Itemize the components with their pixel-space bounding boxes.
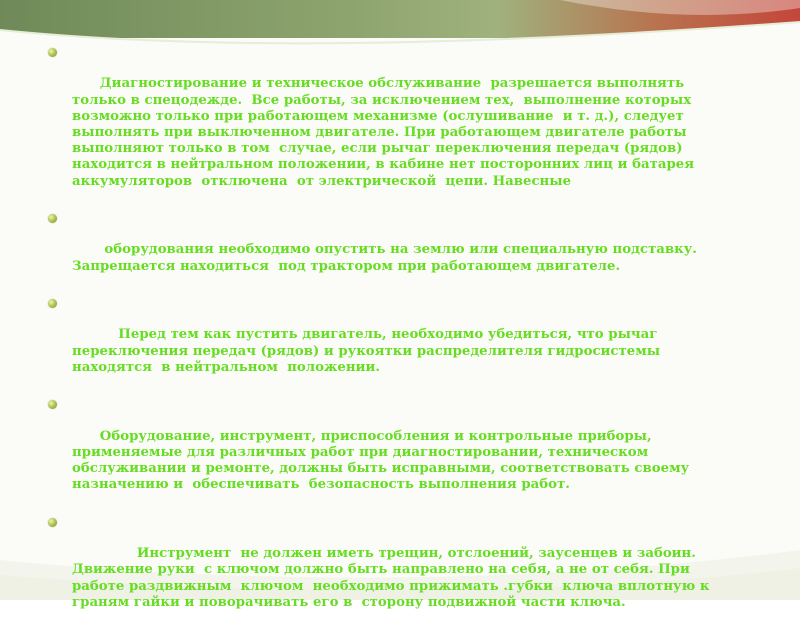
paragraph-4-text: Оборудование, инструмент, приспособления и контрольные приборы, применяемые для различных работ при диагностировании, техническом обслуживании и ремонте, должны быть исправными, соответствовать своему назначению и обеспечивать безопасность выполнения работ. xyxy=(72,428,694,493)
circle-bullet-icon xyxy=(48,518,57,527)
paragraph-2 xyxy=(46,210,736,291)
circle-bullet-icon xyxy=(48,299,57,308)
circle-bullet-icon xyxy=(48,214,57,223)
paragraph-1 xyxy=(46,44,736,206)
paragraph-4 xyxy=(46,396,736,509)
paragraph-2-text: оборудования необходимо опустить на землю или специальную подставку. Запрещается находиться под трактором при работающем двигателе. xyxy=(72,242,702,274)
circle-bullet-icon xyxy=(48,48,57,57)
paragraph-1-text: Диагностирование и техническое обслуживание разрешается выполнять только в спецодежде. Все работы, за исключением тех, выполнение которых возможно только при работающем механизме (ослушивание и т. д.), следует выполнять при выключенном двигателе. При работающем двигателе работы выполняют только в том случае, если рычаг переключения передач (рядов) находится в нейтральном положении, в кабине нет посторонних лиц и батарея аккумуляторов отключена от электрической цепи. Навесные xyxy=(72,76,699,189)
slide-body-text xyxy=(46,44,736,627)
paragraph-5 xyxy=(46,514,736,627)
circle-bullet-icon xyxy=(48,400,57,409)
paragraph-3-text: Перед тем как пустить двигатель, необходимо убедиться, что рычаг переключения передач (рядов) и рукоятки распределителя гидросистемы находятся в нейтральном положении. xyxy=(72,327,665,375)
paragraph-5-text: Инструмент не должен иметь трещин, отслоений, заусенцев и забоин. Движение руки с ключом должно быть направлено на себя, а не от себя. При работе раздвижным ключом необходимо прижимать .губки ключа вплотную к граням гайки и поворачивать его в сторону подвижной части ключа. xyxy=(72,546,715,610)
paragraph-3 xyxy=(46,295,736,392)
